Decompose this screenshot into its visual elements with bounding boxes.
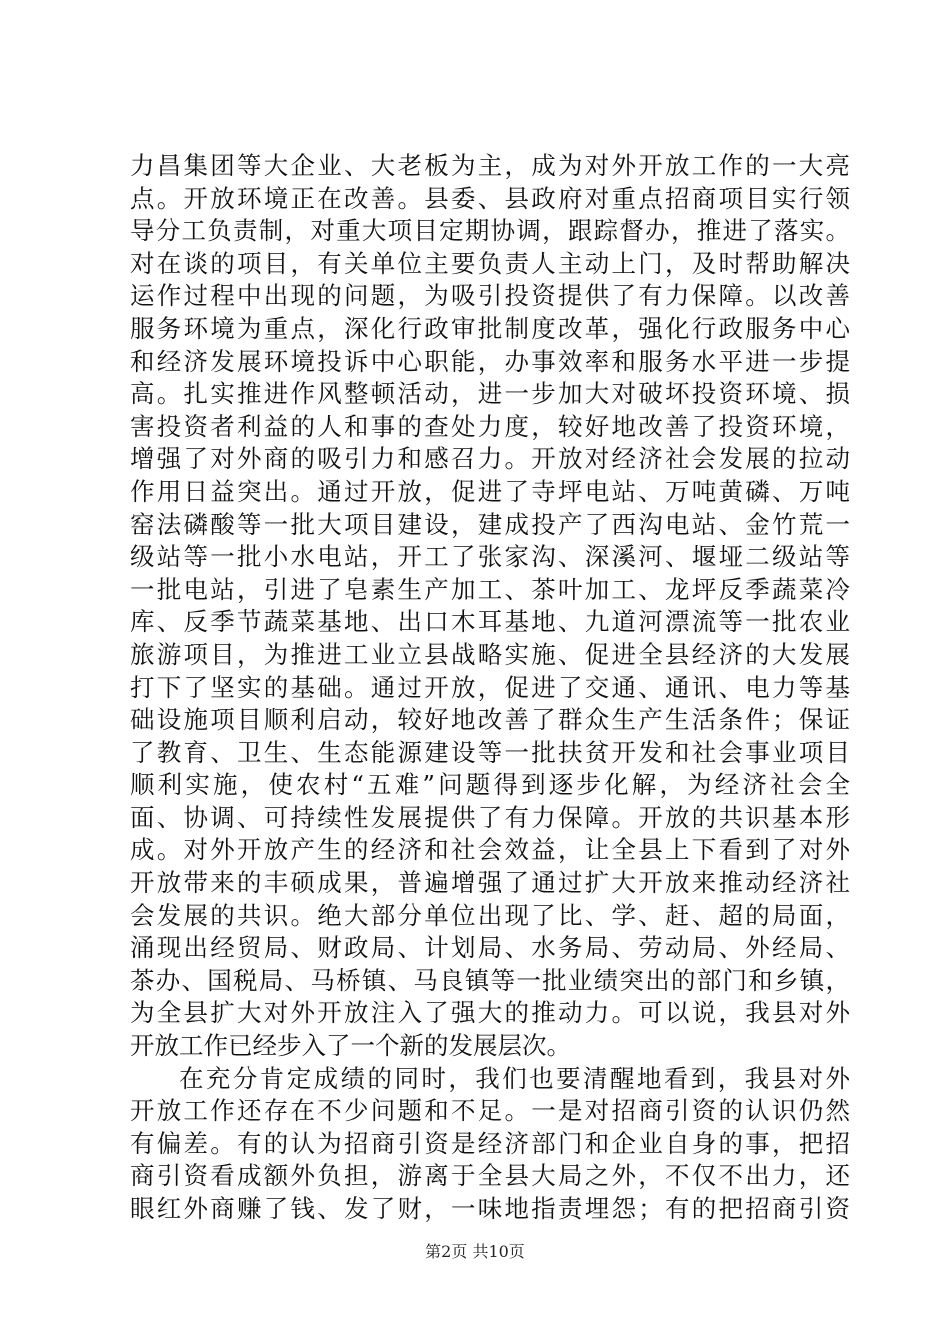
text-line: 级站等一批小水电站，开工了张家沟、深溪河、堰垭二级站等 bbox=[130, 542, 850, 572]
text-line: 运作过程中出现的问题，为吸引投资提供了有力保障。以改善 bbox=[130, 281, 850, 311]
text-line: 打下了坚实的基础。通过开放，促进了交通、通讯、电力等基 bbox=[130, 672, 850, 702]
text-line: 服务环境为重点，深化行政审批制度改革，强化行政服务中心 bbox=[130, 313, 850, 343]
text-line: 会发展的共识。绝大部分单位出现了比、学、赶、超的局面， bbox=[130, 900, 850, 930]
text-line: 导分工负责制，对重大项目定期协调，跟踪督办，推进了落实。 bbox=[130, 216, 850, 246]
text-line: 作用日益突出。通过开放，促进了寺坪电站、万吨黄磷、万吨 bbox=[130, 476, 850, 506]
text-line: 础设施项目顺利启动，较好地改善了群众生产生活条件；保证 bbox=[130, 705, 850, 735]
text-line: 涌现出经贸局、财政局、计划局、水务局、劳动局、外经局、 bbox=[130, 933, 850, 963]
text-line: 高。扎实推进作风整顿活动，进一步加大对破坏投资环境、损 bbox=[130, 379, 850, 409]
text-line: 开放工作还存在不少问题和不足。一是对招商引资的认识仍然 bbox=[130, 1096, 850, 1126]
text-line: 力昌集团等大企业、大老板为主，成为对外开放工作的一大亮 bbox=[130, 151, 850, 180]
text-line: 了教育、卫生、生态能源建设等一批扶贫开发和社会事业项目 bbox=[130, 737, 850, 767]
text-line: 一批电站，引进了皂素生产加工、茶叶加工、龙坪反季蔬菜冷 bbox=[130, 574, 850, 604]
text-line: 成。对外开放产生的经济和社会效益，让全县上下看到了对外 bbox=[130, 835, 850, 865]
text-line: 窑法磷酸等一批大项目建设，建成投产了西沟电站、金竹荒一 bbox=[130, 509, 850, 539]
page-footer bbox=[0, 1242, 950, 1262]
text-line: 开放带来的丰硕成果，普遍增强了通过扩大开放来推动经济社 bbox=[130, 868, 850, 898]
text-line: 有偏差。有的认为招商引资是经济部门和企业自身的事，把招 bbox=[130, 1128, 850, 1158]
text-line: 增强了对外商的吸引力和感召力。开放对经济社会发展的拉动 bbox=[130, 444, 850, 474]
text-line: 点。开放环境正在改善。县委、县政府对重点招商项目实行领 bbox=[130, 183, 850, 213]
text-line: 害投资者利益的人和事的查处力度，较好地改善了投资环境， bbox=[130, 411, 850, 441]
text-line: 商引资看成额外负担，游离于全县大局之外，不仅不出力，还 bbox=[130, 1161, 850, 1191]
text-line: 面、协调、可持续性发展提供了有力保障。开放的共识基本形 bbox=[130, 802, 850, 832]
text-line: 眼红外商赚了钱、发了财，一味地指责埋怨；有的把招商引资 bbox=[130, 1194, 850, 1223]
text-line: 旅游项目，为推进工业立县战略实施、促进全县经济的大发展 bbox=[130, 639, 850, 669]
text-line: 在充分肯定成绩的同时，我们也要清醒地看到，我县对外 bbox=[179, 1063, 850, 1093]
page-number: 第2页 共10页 bbox=[425, 1242, 525, 1261]
text-line: 顺利实施，使农村“五难”问题得到逐步化解，为经济社会全 bbox=[130, 770, 850, 800]
text-line: 对在谈的项目，有关单位主要负责人主动上门，及时帮助解决 bbox=[130, 248, 850, 278]
text-line: 茶办、国税局、马桥镇、马良镇等一批业绩突出的部门和乡镇， bbox=[130, 965, 850, 995]
text-line: 为全县扩大对外开放注入了强大的推动力。可以说，我县对外 bbox=[130, 998, 850, 1028]
text-line: 库、反季节蔬菜基地、出口木耳基地、九道河漂流等一批农业 bbox=[130, 607, 850, 637]
text-line: 开放工作已经步入了一个新的发展层次。 bbox=[130, 1031, 571, 1061]
text-line: 和经济发展环境投诉中心职能，办事效率和服务水平进一步提 bbox=[130, 346, 850, 376]
document-body bbox=[130, 150, 850, 1226]
